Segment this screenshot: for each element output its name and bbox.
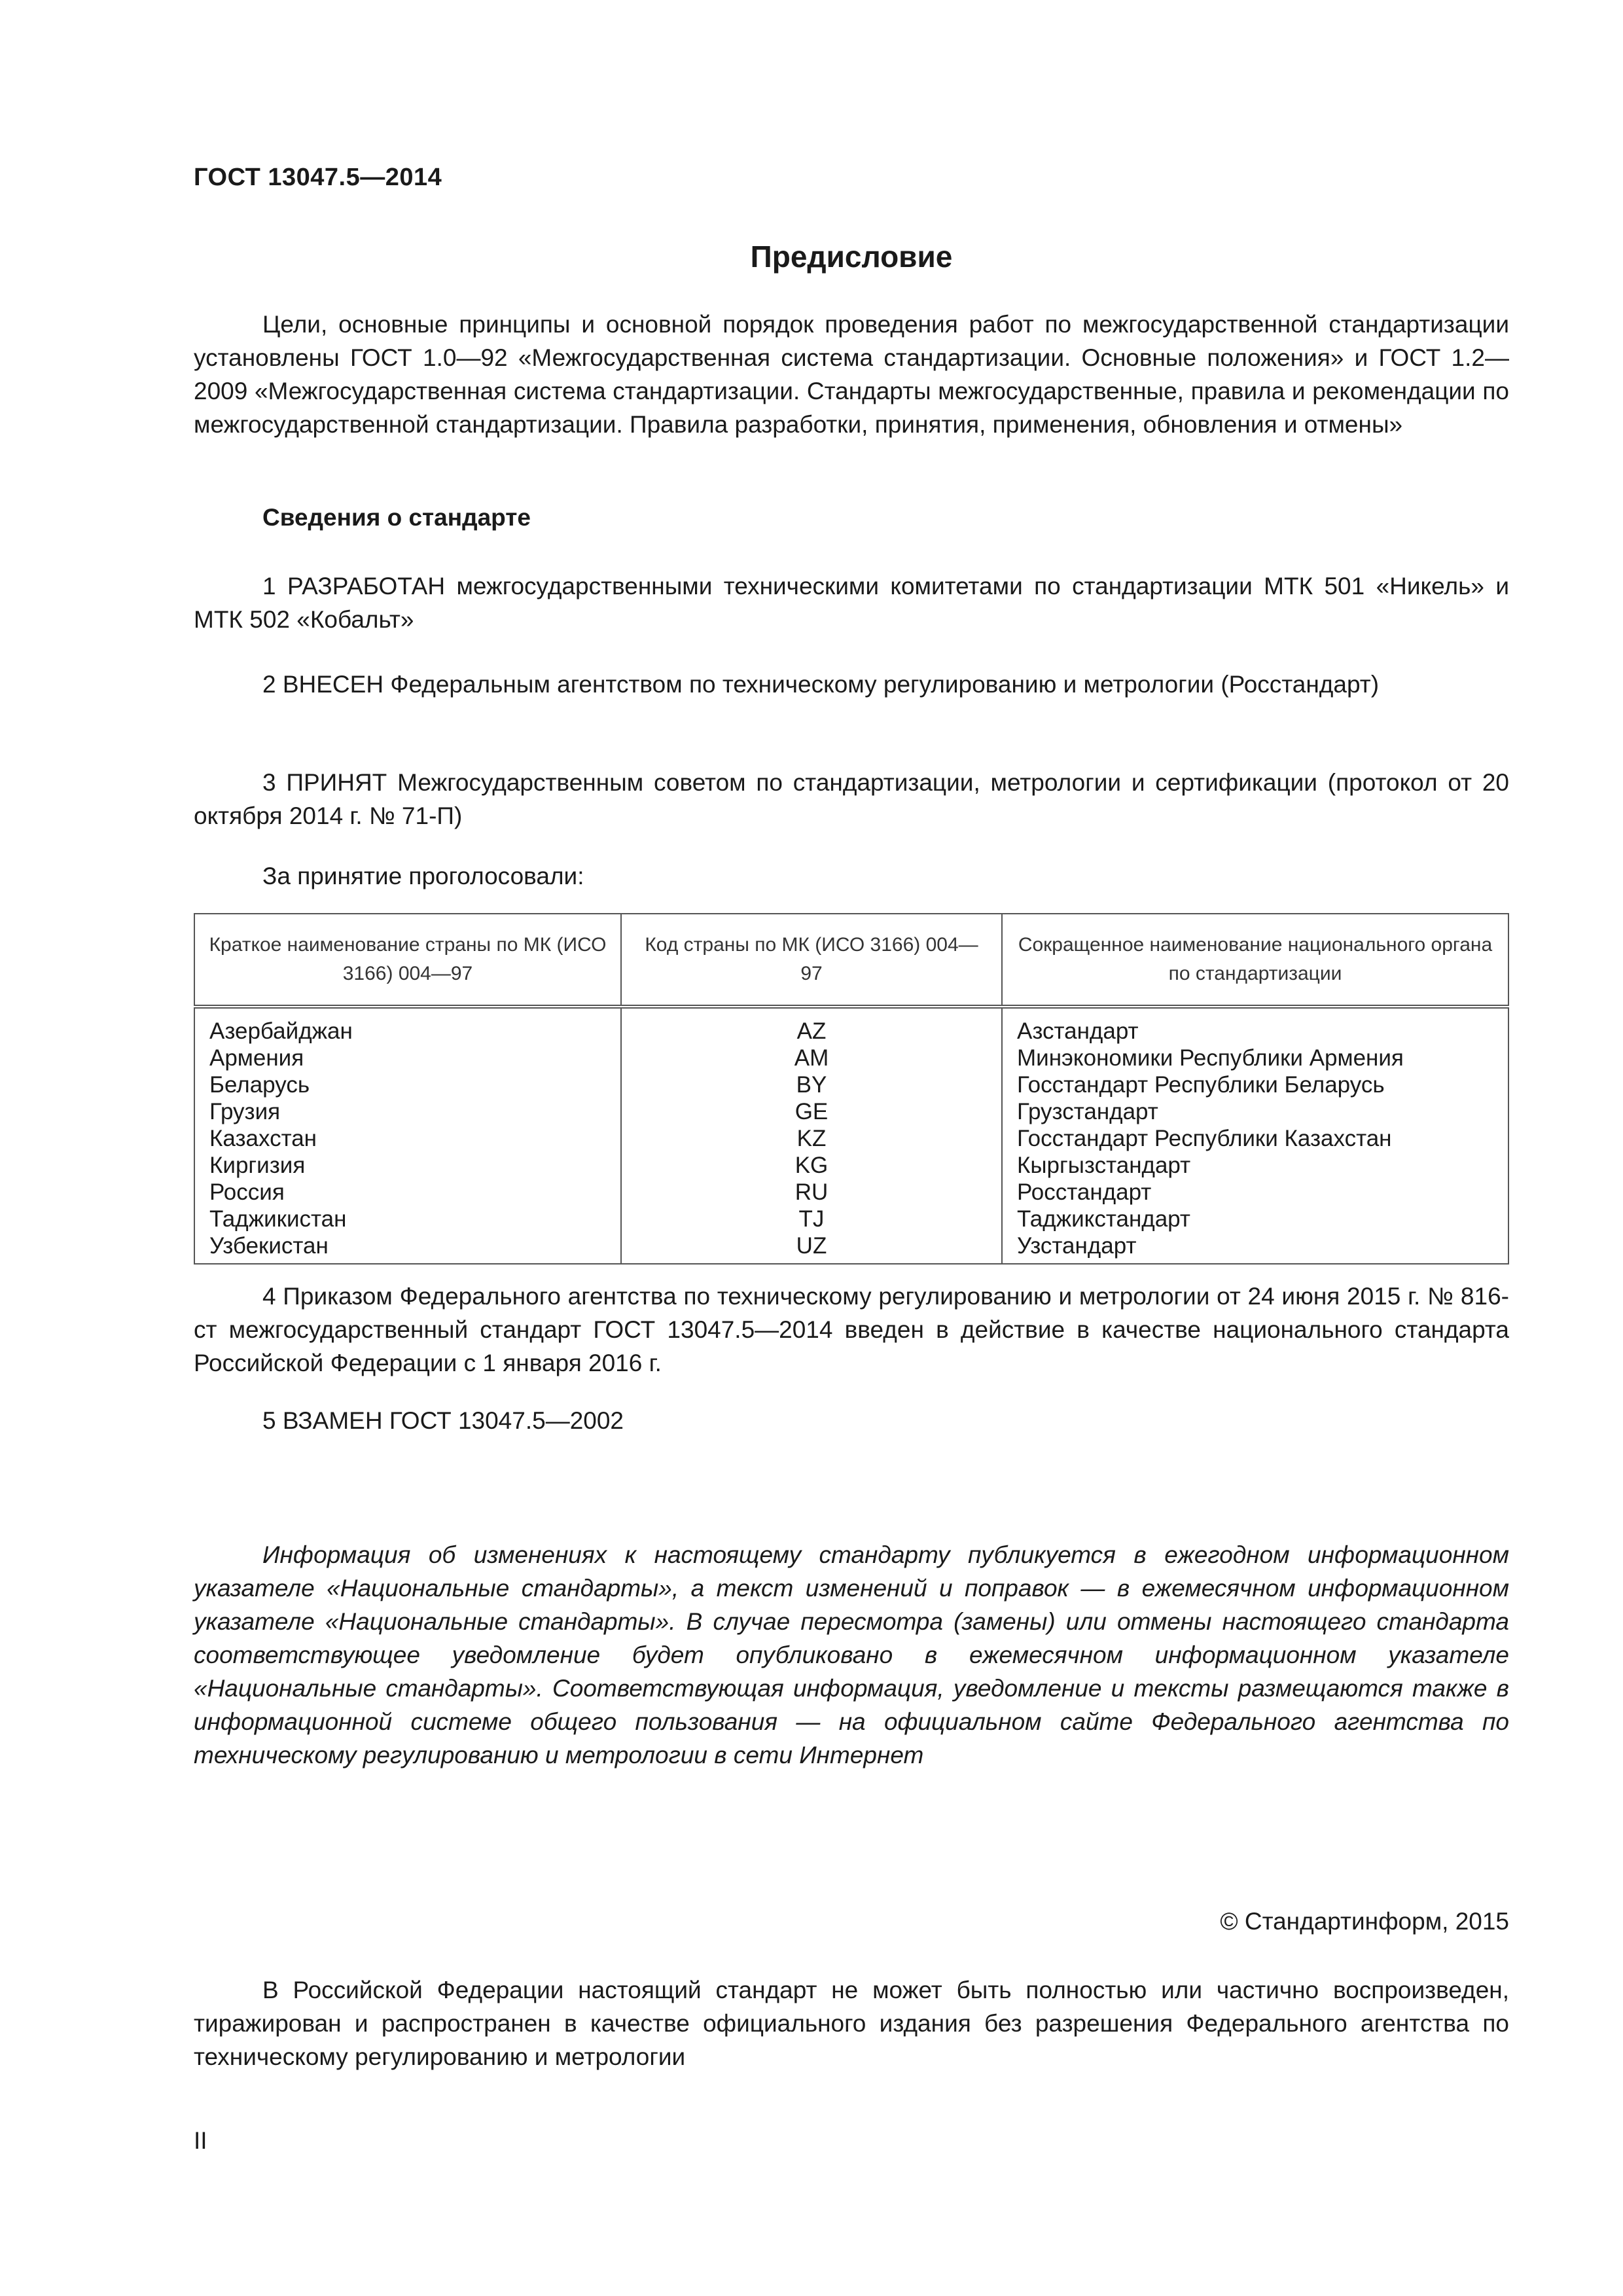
- country-code-cell: UZ: [621, 1232, 1002, 1264]
- table-header-row: [194, 914, 1508, 1007]
- document-id-header: ГОСТ 13047.5—2014: [194, 164, 442, 191]
- country-name-cell: Казахстан: [194, 1125, 621, 1152]
- item-enacted: 4 Приказом Федерального агентства по техническому регулированию и метрологии от 24 июня 2015 г. № 816-ст межгосударственный стандарт ГОСТ 13047.5—2014 введен в действие в качестве национального стандарта Российской Федерации с 1 января 2016 г.: [194, 1283, 1509, 1376]
- national-body-cell: Госстандарт Республики Беларусь: [1002, 1071, 1508, 1098]
- country-code-cell: KZ: [621, 1125, 1002, 1152]
- national-body-cell: Минэкономики Республики Армения: [1002, 1045, 1508, 1071]
- country-name-cell: Россия: [194, 1179, 621, 1206]
- country-code-cell: KG: [621, 1152, 1002, 1179]
- country-name-cell: Беларусь: [194, 1071, 621, 1098]
- item-adopted: 3 ПРИНЯТ Межгосударственным советом по стандартизации, метрологии и сертификации (протокол от 20 октября 2014 г. № 71-П): [194, 769, 1509, 829]
- item-replaces: 5 ВЗАМЕН ГОСТ 13047.5—2002: [262, 1407, 624, 1434]
- country-code-cell: AM: [621, 1045, 1002, 1071]
- national-body-cell: Кыргызстандарт: [1002, 1152, 1508, 1179]
- country-code-cell: BY: [621, 1071, 1002, 1098]
- item-developed: 1 РАЗРАБОТАН межгосударственными техническими комитетами по стандартизации МТК 501 «Никель» и МТК 502 «Кобальт»: [194, 573, 1509, 633]
- page-title: Предисловие: [750, 240, 953, 274]
- country-code-cell: AZ: [621, 1007, 1002, 1045]
- page-number: II: [194, 2127, 207, 2154]
- header-country-code: Код страны по МК (ИСО 3166) 004—97: [621, 914, 1002, 1007]
- national-body-cell: Таджикстандарт: [1002, 1206, 1508, 1232]
- document-page: [194, 0, 1509, 2296]
- national-body-cell: Госстандарт Республики Казахстан: [1002, 1125, 1508, 1152]
- header-country-name: Краткое наименование страны по МК (ИСО 3166) 004—97: [194, 914, 621, 1007]
- table-row: [194, 1045, 1508, 1071]
- header-national-body: Сокращенное наименование национального органа по стандартизации: [1002, 914, 1508, 1007]
- country-code-cell: TJ: [621, 1206, 1002, 1232]
- table-row: [194, 1125, 1508, 1152]
- national-body-cell: Грузстандарт: [1002, 1098, 1508, 1125]
- section-title-info: Сведения о стандарте: [262, 504, 531, 531]
- country-name-cell: Грузия: [194, 1098, 621, 1125]
- voted-label: За принятие проголосовали:: [262, 863, 584, 889]
- item-submitted: 2 ВНЕСЕН Федеральным агентством по техническому регулированию и метрологии (Росстандарт): [262, 671, 1380, 698]
- legal-notice: В Российской Федерации настоящий стандарт не может быть полностью или частично воспроизведен, тиражирован и распространен в качестве официального издания без разрешения Федерального агентства по техническому регулированию и метрологии: [194, 1977, 1509, 2070]
- table-row: [194, 1152, 1508, 1179]
- table-row: [194, 1071, 1508, 1098]
- country-code-cell: GE: [621, 1098, 1002, 1125]
- table-row: [194, 1232, 1508, 1264]
- country-name-cell: Таджикистан: [194, 1206, 621, 1232]
- copyright-line: © Стандартинформ, 2015: [1220, 1908, 1509, 1935]
- table-row: [194, 1007, 1508, 1045]
- country-name-cell: Азербайджан: [194, 1007, 621, 1045]
- country-name-cell: Киргизия: [194, 1152, 621, 1179]
- country-code-cell: RU: [621, 1179, 1002, 1206]
- intro-paragraph: Цели, основные принципы и основной порядок проведения работ по межгосударственной стандартизации установлены ГОСТ 1.0—92 «Межгосударственная система стандартизации. Основные положения» и ГОСТ 1.2—2009 «Межгосударственная система стандартизации. Стандарты межгосударственные, правила и рекомендации по межгосударственной стандартизации. Правила разработки, принятия, применения, обновления и отмены»: [194, 311, 1509, 438]
- changes-notice: Информация об изменениях к настоящему стандарту публикуется в ежегодном информационном указателе «Национальные стандарты», а текст изменений и поправок — в ежемесячном информационном указателе «Национальные стандарты». В случае пересмотра (замены) или отмены настоящего стандарта соответствующее уведомление будет опубликовано в ежемесячном информационном указателе «Национальные стандарты». Соответствующая информация, уведомление и тексты размещаются также в информационной системе общего пользования — на официальном сайте Федерального агентства по техническому регулированию и метрологии в сети Интернет: [194, 1541, 1509, 1768]
- national-body-cell: Азстандарт: [1002, 1007, 1508, 1045]
- country-name-cell: Узбекистан: [194, 1232, 621, 1264]
- national-body-cell: Росстандарт: [1002, 1179, 1508, 1206]
- voters-table: [194, 913, 1509, 1265]
- country-name-cell: Армения: [194, 1045, 621, 1071]
- national-body-cell: Узстандарт: [1002, 1232, 1508, 1264]
- table-row: [194, 1206, 1508, 1232]
- table-row: [194, 1098, 1508, 1125]
- table-row: [194, 1179, 1508, 1206]
